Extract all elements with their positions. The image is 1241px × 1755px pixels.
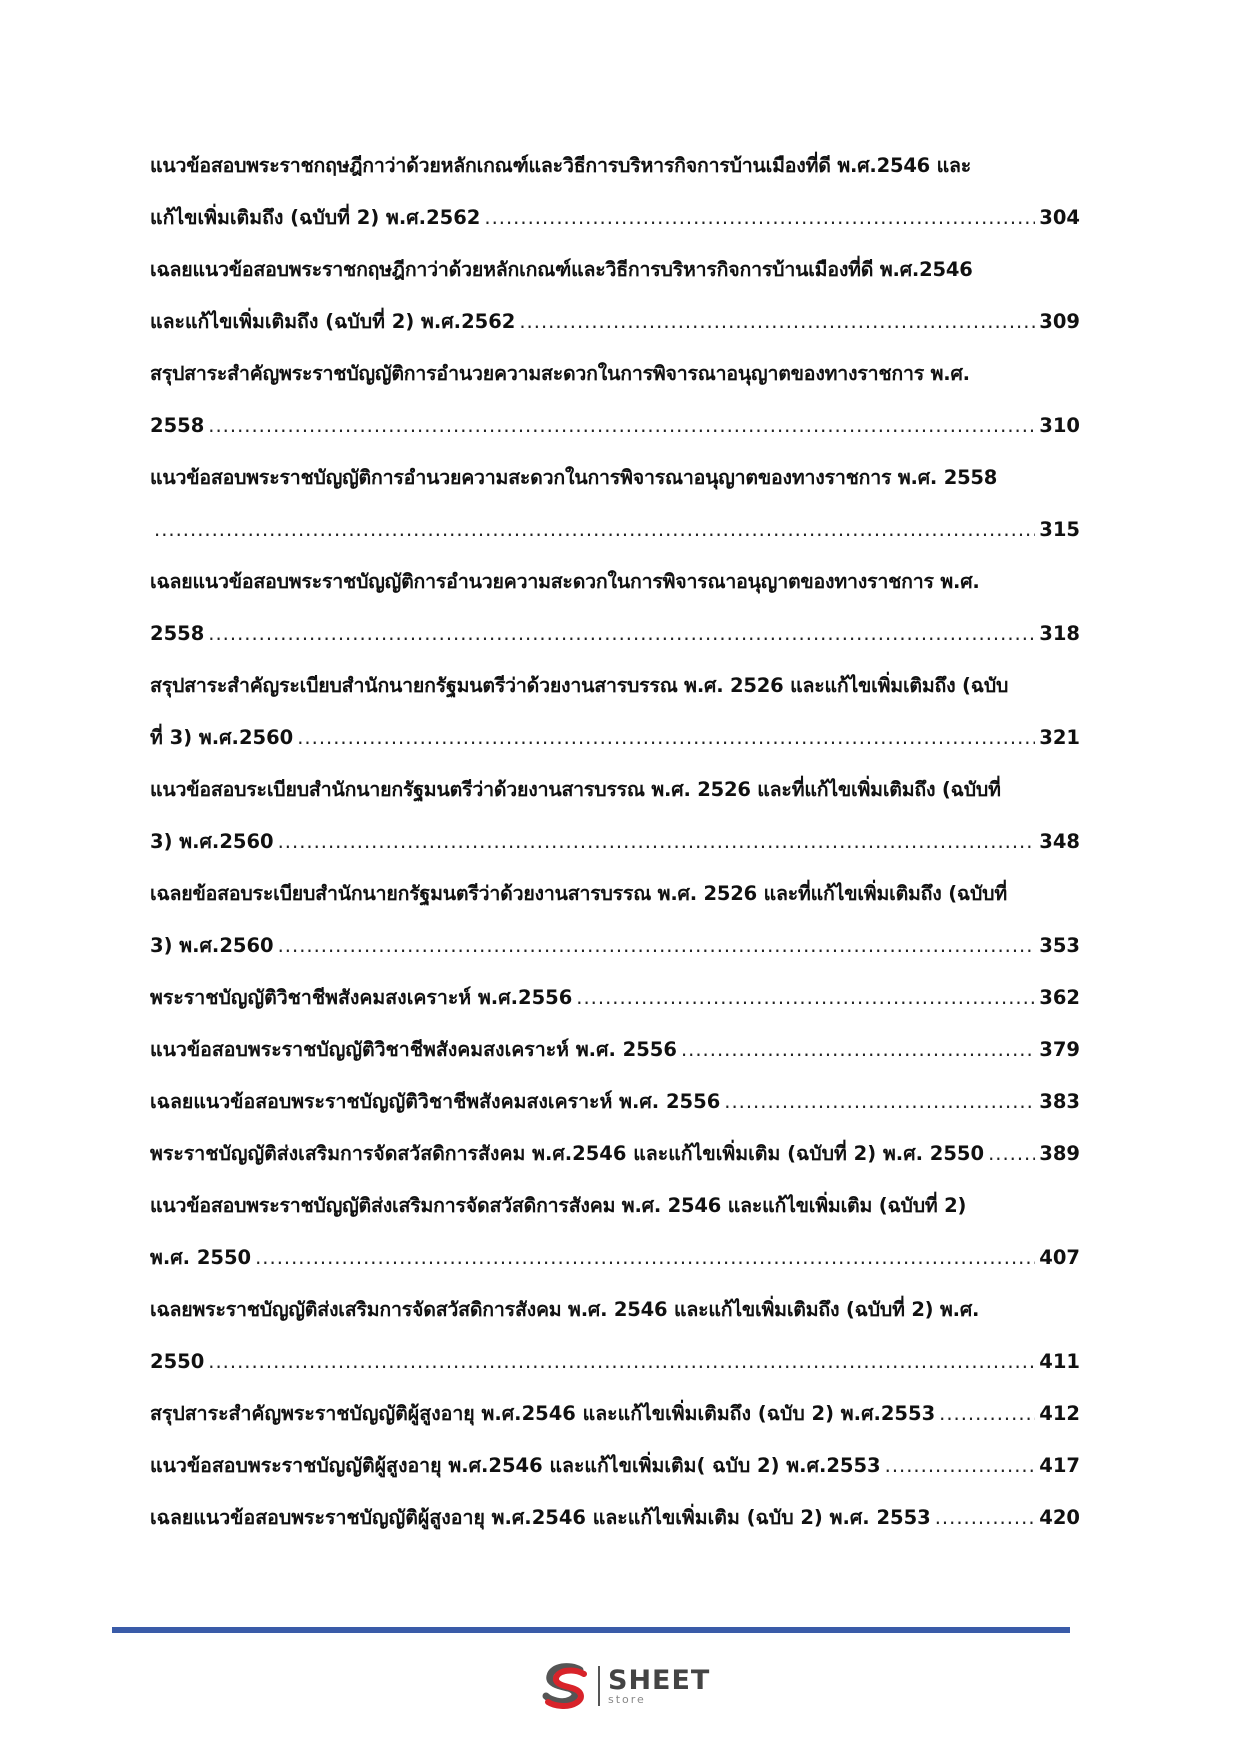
dot-leader [681,1024,1035,1076]
toc-entry-leader-line [150,1232,1080,1284]
toc-entry-leader-line [150,296,1080,348]
toc-entry-title-tail: ที่ 3) พ.ศ.2560 [150,726,294,749]
footer-rule [112,1627,1070,1633]
toc-entry-title-line: สรุปสาระสำคัญพระราชบัญญัติการอำนวยความสะดวกในการพิจารณาอนุญาตของทางราชการ พ.ศ. [150,362,970,385]
toc-entry[interactable] [150,972,1080,1024]
toc-page-number: 417 [1039,1454,1080,1477]
dot-leader [988,1128,1035,1180]
toc-entry[interactable] [150,556,1080,660]
toc-page-number: 411 [1039,1350,1080,1373]
toc-entry[interactable] [150,348,1080,452]
toc-page-number: 412 [1039,1402,1080,1425]
toc-page-number: 389 [1039,1142,1080,1165]
toc-entry[interactable] [150,764,1080,868]
toc-entry-title-tail: เฉลยแนวข้อสอบพระราชบัญญัติวิชาชีพสังคมสงเคราะห์ พ.ศ. 2556 [150,1090,721,1113]
toc-entry-title-tail: พ.ศ. 2550 [150,1246,252,1269]
toc-entry-title-tail: สรุปสาระสำคัญพระราชบัญญัติผู้สูงอายุ พ.ศ.2546 และแก้ไขเพิ่มเติมถึง (ฉบับ 2) พ.ศ.2553 [150,1402,936,1425]
toc-entry[interactable] [150,660,1080,764]
toc-page-number: 315 [1039,518,1080,541]
toc-entry[interactable] [150,1024,1080,1076]
toc-entry-title-tail: เฉลยแนวข้อสอบพระราชบัญญัติผู้สูงอายุ พ.ศ.2546 และแก้ไขเพิ่มเติม (ฉบับ 2) พ.ศ. 2553 [150,1506,931,1529]
toc-entry-title-tail: 2550 [150,1350,205,1373]
toc-entry-title-tail: 2558 [150,414,205,437]
toc-entry-leader-line [150,1024,1080,1076]
dot-leader [208,608,1035,660]
toc-entry-title-tail: และแก้ไขเพิ่มเติมถึง (ฉบับที่ 2) พ.ศ.2562 [150,310,516,333]
toc-entry[interactable] [150,868,1080,972]
toc-entry[interactable] [150,1440,1080,1492]
toc-page-number: 321 [1039,726,1080,749]
dot-leader [935,1492,1036,1544]
toc-entry-leader-line [150,1076,1080,1128]
toc-entry[interactable] [150,452,1080,556]
toc-entry-title-line: แนวข้อสอบพระราชบัญญัติส่งเสริมการจัดสวัสดิการสังคม พ.ศ. 2546 และแก้ไขเพิ่มเติม (ฉบับที่ 2) [150,1194,967,1217]
sheet-logo-icon [540,1662,592,1710]
toc-entry-leader-line [150,608,1080,660]
toc-page-number: 309 [1039,310,1080,333]
toc-entry-leader-line [150,816,1080,868]
toc-entry[interactable] [150,1076,1080,1128]
toc-page-number: 362 [1039,986,1080,1009]
toc-page-number: 348 [1039,830,1080,853]
toc-entry[interactable] [150,1284,1080,1388]
toc-page-number: 420 [1039,1506,1080,1529]
toc-entry-title-line: เฉลยพระราชบัญญัติส่งเสริมการจัดสวัสดิการสังคม พ.ศ. 2546 และแก้ไขเพิ่มเติมถึง (ฉบับที่ 2) พ.ศ. [150,1298,980,1321]
toc-entry-leader-line [150,920,1080,972]
toc-entry-title-tail: แนวข้อสอบพระราชบัญญัติผู้สูงอายุ พ.ศ.2546 และแก้ไขเพิ่มเติม( ฉบับ 2) พ.ศ.2553 [150,1454,881,1477]
dot-leader [154,504,1035,556]
toc-entry[interactable] [150,1180,1080,1284]
toc-entry[interactable] [150,1388,1080,1440]
toc-page-number: 383 [1039,1090,1080,1113]
dot-leader [724,1076,1035,1128]
toc-entry-title-tail: 2558 [150,622,205,645]
toc-entry-leader-line [150,972,1080,1024]
dot-leader [208,1336,1035,1388]
toc-entry-title-tail: แนวข้อสอบพระราชบัญญัติวิชาชีพสังคมสงเคราะห์ พ.ศ. 2556 [150,1038,677,1061]
sheet-store-logo [540,1660,710,1712]
dot-leader [885,1440,1036,1492]
toc-entry-title-tail: พระราชบัญญัติวิชาชีพสังคมสงเคราะห์ พ.ศ.2556 [150,986,573,1009]
logo-subword: store [608,1693,646,1706]
toc-entry-title-tail: 3) พ.ศ.2560 [150,934,274,957]
dot-leader [576,972,1035,1024]
toc-entry-title-tail: พระราชบัญญัติส่งเสริมการจัดสวัสดิการสังคม พ.ศ.2546 และแก้ไขเพิ่มเติม (ฉบับที่ 2) พ.ศ. 2550 [150,1142,985,1165]
toc-entry-title-line: สรุปสาระสำคัญระเบียบสำนักนายกรัฐมนตรีว่าด้วยงานสารบรรณ พ.ศ. 2526 และแก้ไขเพิ่มเติมถึง (ฉบับ [150,674,1009,697]
dot-leader [278,920,1036,972]
toc-entry-title-line: เฉลยแนวข้อสอบพระราชกฤษฎีกาว่าด้วยหลักเกณฑ์และวิธีการบริหารกิจการบ้านเมืองที่ดี พ.ศ.2546 [150,258,973,281]
dot-leader [297,712,1035,764]
toc-entry-leader-line [150,1128,1080,1180]
toc-entry[interactable] [150,140,1080,244]
toc-entry-leader-line [150,504,1080,556]
logo-separator [598,1666,600,1706]
toc-entry-leader-line [150,1336,1080,1388]
toc-entry-title-tail: 3) พ.ศ.2560 [150,830,274,853]
toc-entry[interactable] [150,244,1080,348]
dot-leader [484,192,1035,244]
toc-entry-leader-line [150,192,1080,244]
toc-entry-leader-line [150,1388,1080,1440]
dot-leader [208,400,1035,452]
toc-page-number: 318 [1039,622,1080,645]
toc-page-number: 379 [1039,1038,1080,1061]
toc-page-number: 310 [1039,414,1080,437]
dot-leader [278,816,1036,868]
toc-entry-leader-line [150,712,1080,764]
toc-entry-leader-line [150,400,1080,452]
logo-word: SHEET [608,1665,711,1696]
toc-page-number: 304 [1039,206,1080,229]
dot-leader [939,1388,1035,1440]
dot-leader [255,1232,1035,1284]
toc-page-number: 407 [1039,1246,1080,1269]
toc-entry[interactable] [150,1492,1080,1544]
toc-page-number: 353 [1039,934,1080,957]
toc-entry-title-line: แนวข้อสอบพระราชกฤษฎีกาว่าด้วยหลักเกณฑ์และวิธีการบริหารกิจการบ้านเมืองที่ดี พ.ศ.2546 และ [150,154,972,177]
dot-leader [519,296,1035,348]
toc-entry-title-line: แนวข้อสอบระเบียบสำนักนายกรัฐมนตรีว่าด้วยงานสารบรรณ พ.ศ. 2526 และที่แก้ไขเพิ่มเติมถึง (ฉบับที่ [150,778,1001,801]
toc-entry-leader-line [150,1440,1080,1492]
toc-entry[interactable] [150,1128,1080,1180]
toc-entry-title-line: แนวข้อสอบพระราชบัญญัติการอำนวยความสะดวกในการพิจารณาอนุญาตของทางราชการ พ.ศ. 2558 [150,466,998,489]
table-of-contents [150,140,1080,1544]
toc-entry-title-tail: แก้ไขเพิ่มเติมถึง (ฉบับที่ 2) พ.ศ.2562 [150,206,481,229]
toc-entry-title-line: เฉลยข้อสอบระเบียบสำนักนายกรัฐมนตรีว่าด้วยงานสารบรรณ พ.ศ. 2526 และที่แก้ไขเพิ่มเติมถึง (ฉบับที่ [150,882,1008,905]
toc-entry-leader-line [150,1492,1080,1544]
toc-entry-title-line: เฉลยแนวข้อสอบพระราชบัญญัติการอำนวยความสะดวกในการพิจารณาอนุญาตของทางราชการ พ.ศ. [150,570,980,593]
